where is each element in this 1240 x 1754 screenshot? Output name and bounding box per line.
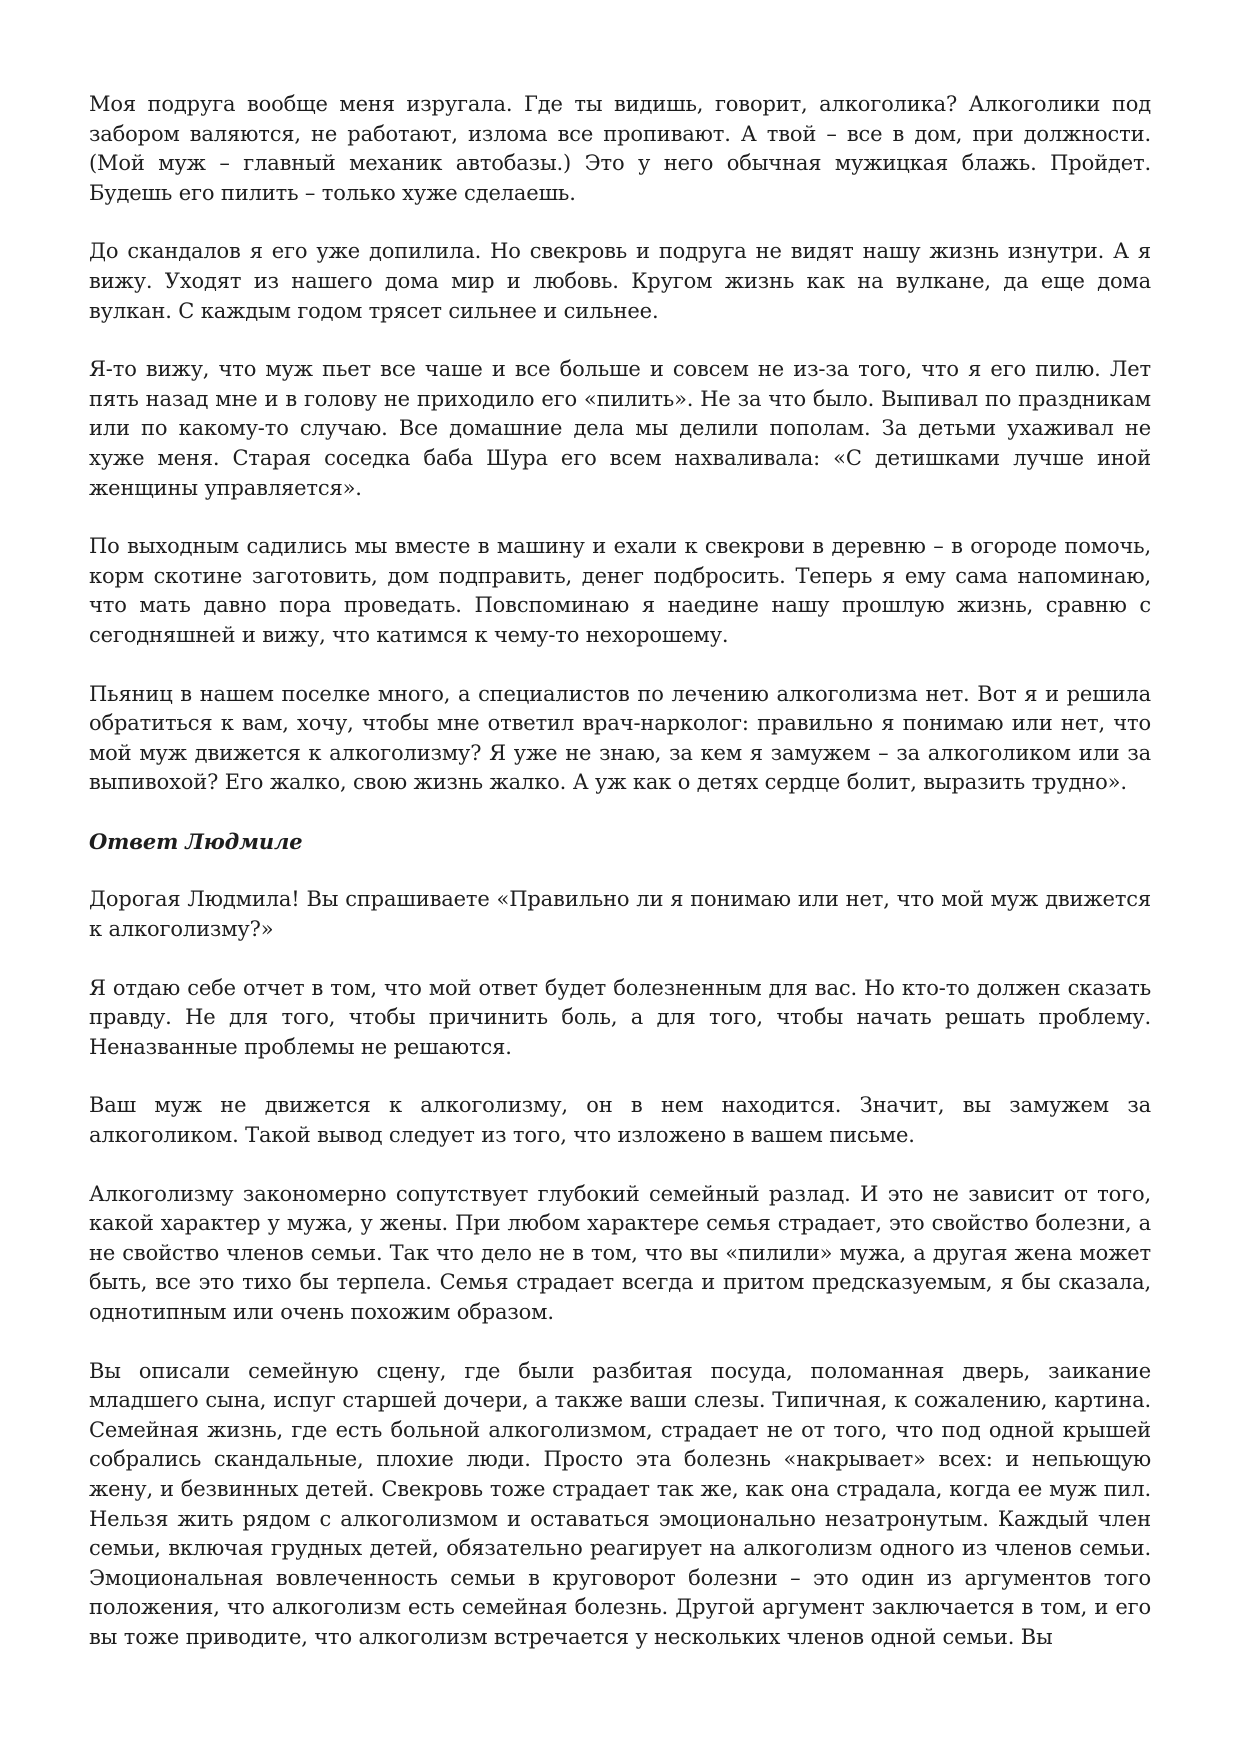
letter-paragraph-1: Моя подруга вообще меня изругала. Где ты видишь, говорит, алкоголика? Алкоголики под забором валяются, не работают, излома все пропивают. А твой – все в дом, при должности. (Мой муж – главный механик автобазы.) Это у него обычная мужицкая блажь. Пройдет. Будешь его пилить – только хуже сделаешь.: [89, 92, 1151, 205]
letter-paragraph-4: По выходным садились мы вместе в машину и ехали к свекрови в деревню – в огороде помочь, корм скотине заготовить, дом подправить, денег подбросить. Теперь я ему сама напоминаю, что мать давно пора проведать. Повспоминаю я наедине нашу прошлую жизнь, сравню с сегодняшней и вижу, что катимся к чему-то нехорошему.: [89, 534, 1151, 647]
section-heading: Ответ Людмиле: [89, 828, 303, 854]
answer-paragraph-1: Дорогая Людмила! Вы спрашиваете «Правильно ли я понимаю или нет, что мой муж движется к алкоголизму?»: [89, 887, 1151, 942]
document-page: [89, 90, 1151, 1653]
answer-paragraph-4: Алкоголизму закономерно сопутствует глубокий семейный разлад. И это не зависит от того, какой характер у мужа, у жены. При любом характере семья страдает, это свойство болезни, а не свойство членов семьи. Так что дело не в том, что вы «пилили» мужа, а другая жена может быть, все это тихо бы терпела. Семья страдает всегда и притом предсказуемым, я бы сказала, однотипным или очень похожим образом.: [89, 1181, 1151, 1324]
letter-paragraph-5: Пьяниц в нашем поселке много, а специалистов по лечению алкоголизма нет. Вот я и решила обратиться к вам, хочу, чтобы мне ответил врач-нарколог: правильно я понимаю или нет, что мой муж движется к алкоголизму? Я уже не знаю, за кем я замужем – за алкоголиком или за выпивохой? Его жалко, свою жизнь жалко. А уж как о детях сердце болит, выразить трудно».: [89, 681, 1151, 795]
letter-paragraph-2: До скандалов я его уже допилила. Но свекровь и подруга не видят нашу жизнь изнутри. А я вижу. Уходят из нашего дома мир и любовь. Кругом жизнь как на вулкане, да еще дома вулкан. С каждым годом трясет сильнее и сильнее.: [89, 239, 1151, 323]
answer-paragraph-2: Я отдаю себе отчет в том, что мой ответ будет болезненным для вас. Но кто-то должен сказать правду. Не для того, чтобы причинить боль, а для того, чтобы начать решать проблему. Неназванные проблемы не решаются.: [89, 975, 1151, 1059]
answer-paragraph-3: Ваш муж не движется к алкоголизму, он в нем находится. Значит, вы замужем за алкоголиком. Такой вывод следует из того, что изложено в вашем письме.: [89, 1093, 1151, 1148]
letter-paragraph-3: Я-то вижу, что муж пьет все чаше и все больше и совсем не из-за того, что я его пилю. Лет пять назад мне и в голову не приходило его «пилить». Не за что было. Выпивал по праздникам или по какому-то случаю. Все домашние дела мы делили пополам. За детьми ухаживал не хуже меня. Старая соседка баба Шура его всем нахваливала: «С детишками лучше иной женщины управляется».: [89, 357, 1151, 500]
answer-paragraph-5: Вы описали семейную сцену, где были разбитая посуда, поломанная дверь, заикание младшего сына, испуг старшей дочери, а также ваши слезы. Типичная, к сожалению, картина. Семейная жизнь, где есть больной алкоголизмом, страдает не от того, что под одной крышей собрались скандальные, плохие люди. Просто эта болезнь «накрывает» всех: и непьющую жену, и безвинных детей. Свекровь тоже страдает так же, как она страдала, когда ее муж пил. Нельзя жить рядом с алкоголизмом и оставаться эмоционально незатронутым. Каждый член семьи, включая грудных детей, обязательно реагирует на алкоголизм одного из членов семьи. Эмоциональная вовлеченность семьи в круговорот болезни – это один из аргументов того положения, что алкоголизм есть семейная болезнь. Другой аргумент заключается в том, и его вы тоже приводите, что алкоголизм встречается у нескольких членов одной семьи. Вы: [89, 1358, 1151, 1649]
